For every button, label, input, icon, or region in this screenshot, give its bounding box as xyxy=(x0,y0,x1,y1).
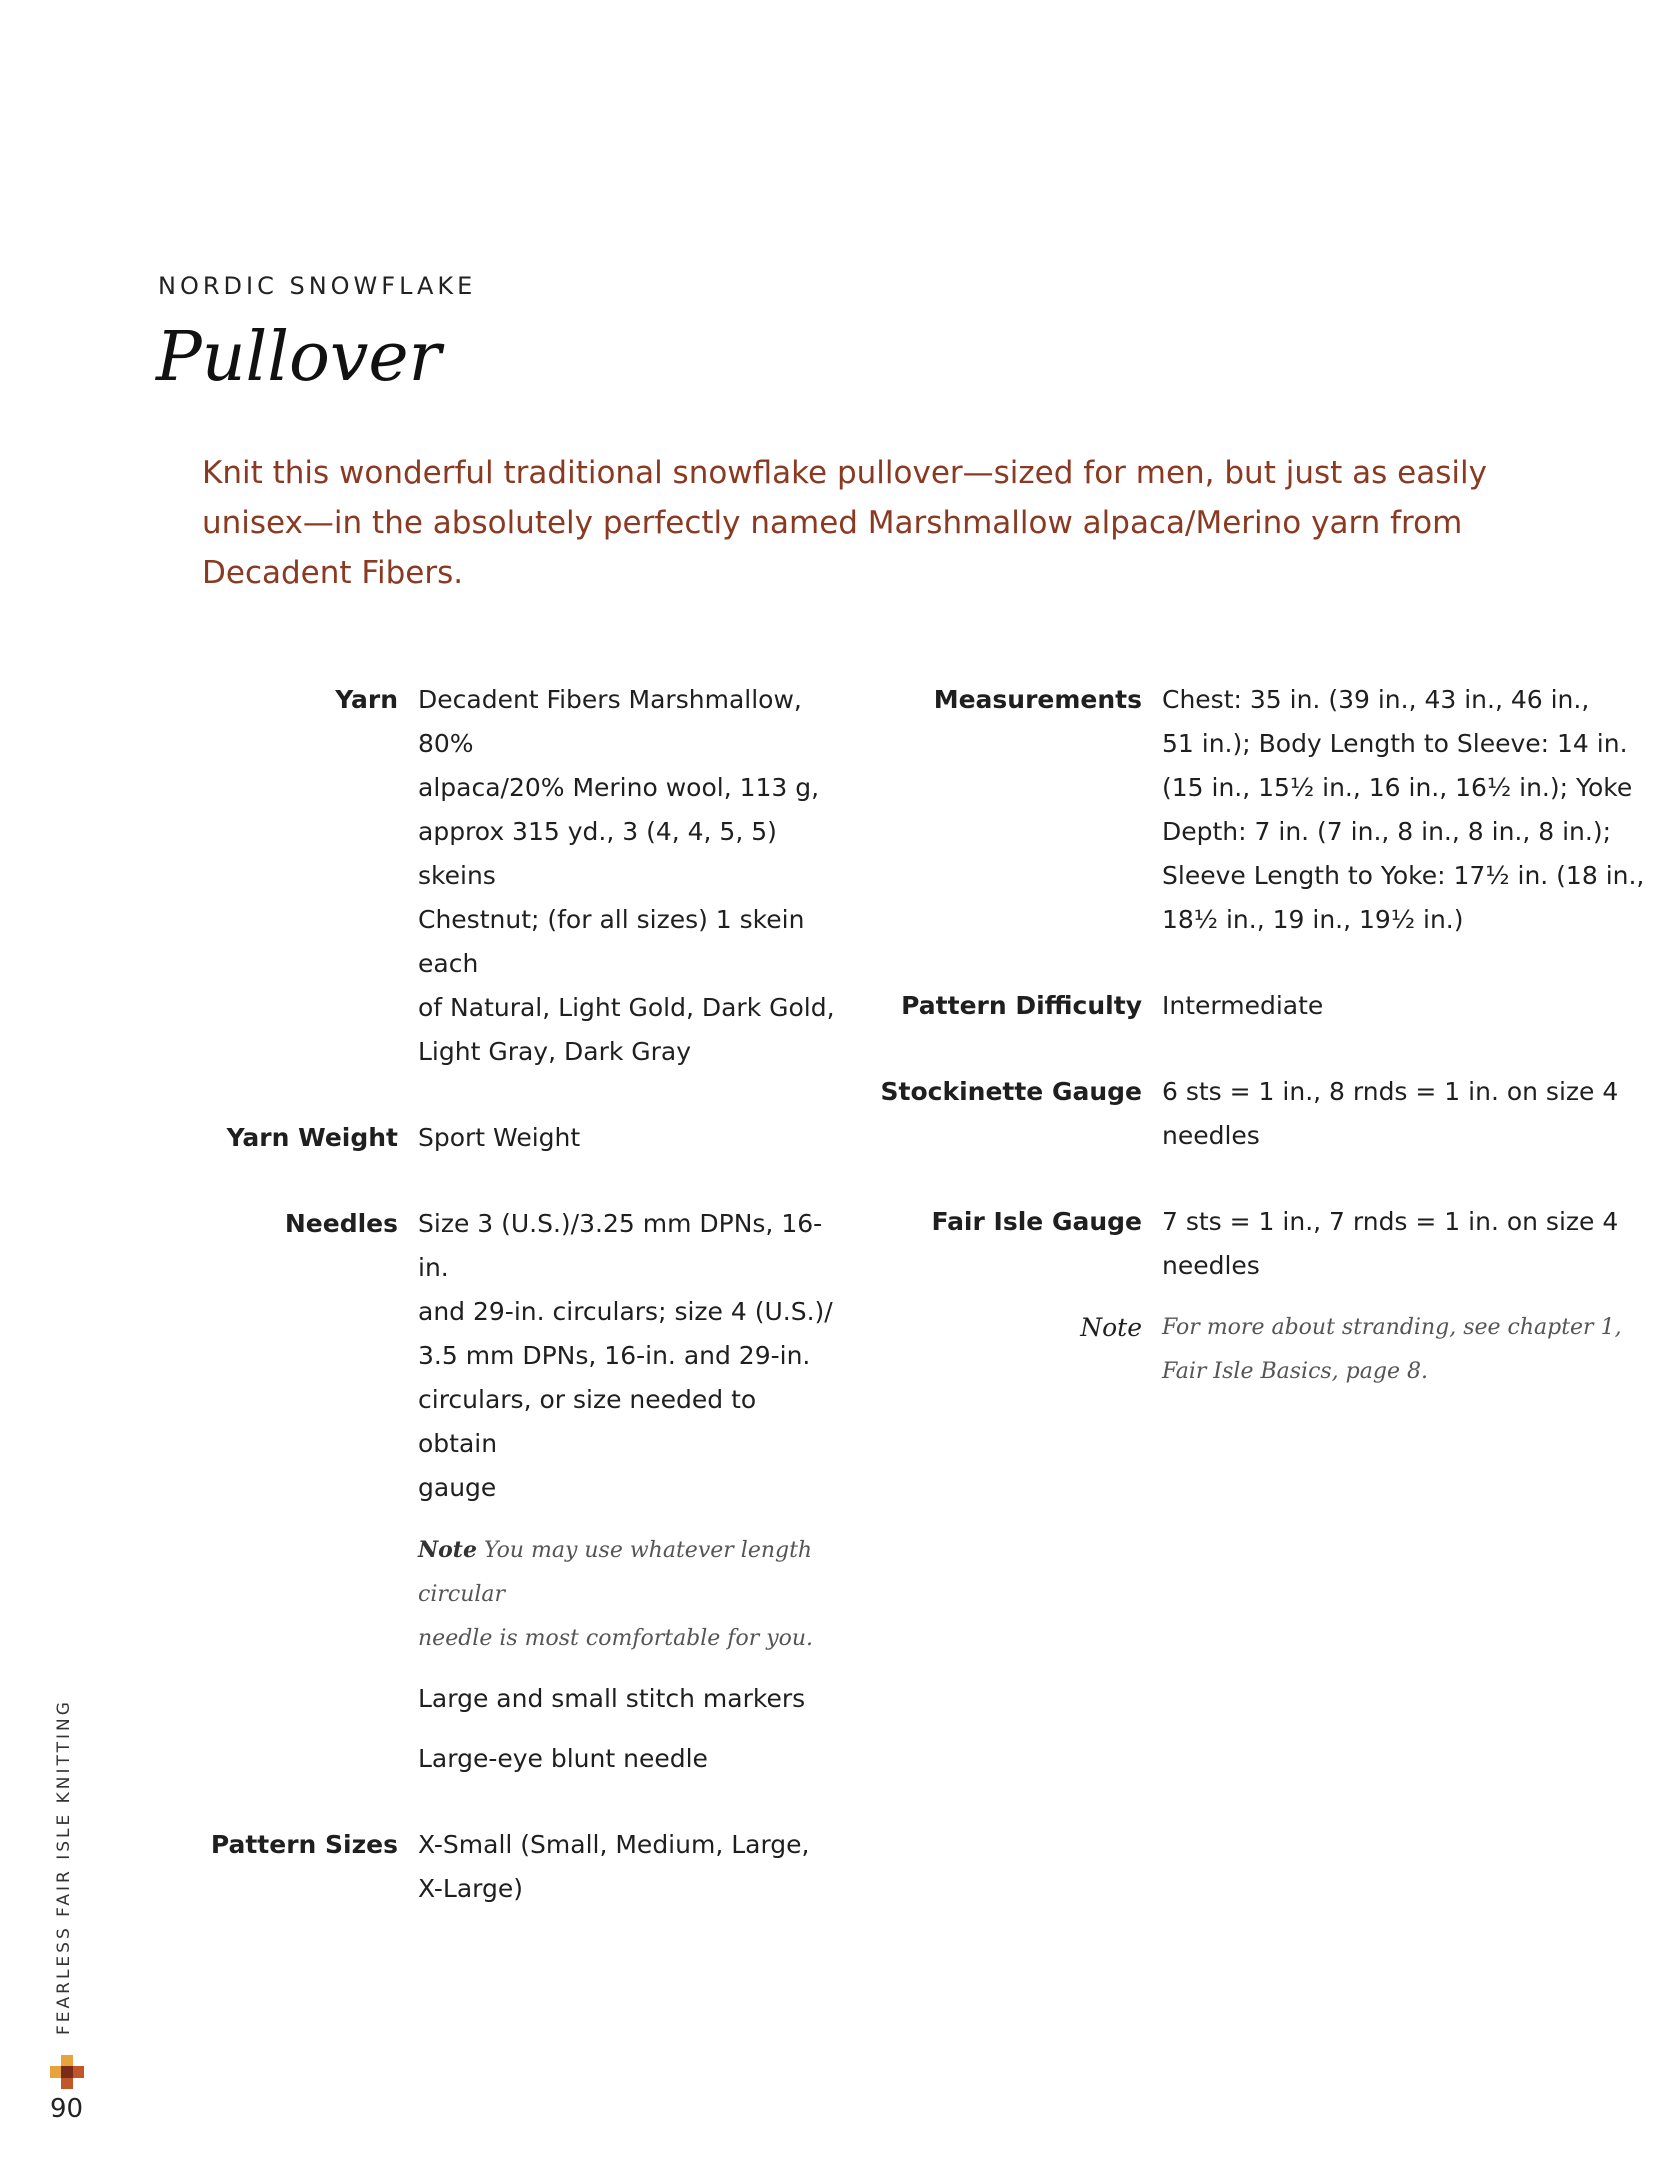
spec-value: 6 sts = 1 in., 8 rnds = 1 in. on size 4 needles xyxy=(1162,1077,1619,1150)
spec-note xyxy=(820,1306,1654,1394)
spec-yarn-weight xyxy=(0,1116,840,1160)
spec-value: Large-eye blunt needle xyxy=(418,1744,708,1773)
spec-value: Decadent Fibers Marshmallow, 80% alpaca/20% Merino wool, 113 g, approx 315 yd., 3 (4, 4, 5, 5) skeins Chestnut; (for all sizes) 1 skein each of Natural, Light Gold, Dark Gold, Light Gray, Dark Gray xyxy=(418,685,835,1066)
needle-note xyxy=(0,1528,840,1661)
spec-value: Intermediate xyxy=(1162,991,1324,1020)
needle-note-text xyxy=(418,1528,840,1661)
quilt-cross-icon xyxy=(50,2055,84,2089)
spec-needles xyxy=(0,1202,840,1510)
section-kicker: NORDIC SNOWFLAKE xyxy=(158,272,477,300)
spec-label: Yarn xyxy=(335,685,398,714)
spec-label: Pattern Difficulty xyxy=(901,991,1142,1020)
cross-center xyxy=(61,2066,73,2078)
spec-markers xyxy=(0,1677,840,1721)
spec-label: Measurements xyxy=(933,685,1142,714)
spec-stockinette-gauge xyxy=(820,1070,1654,1158)
cross-bottom xyxy=(61,2078,73,2089)
spec-label: Fair Isle Gauge xyxy=(931,1207,1142,1236)
spec-value: 7 sts = 1 in., 7 rnds = 1 in. on size 4 needles xyxy=(1162,1207,1619,1280)
page-number: 90 xyxy=(50,2094,84,2124)
spec-blunt-needle xyxy=(0,1737,840,1781)
spec-value: Large and small stitch markers xyxy=(418,1684,806,1713)
spec-difficulty xyxy=(820,984,1654,1028)
right-specs-column xyxy=(820,678,1654,1394)
spec-value: For more about stranding, see chapter 1, Fair Isle Basics, page 8. xyxy=(1162,1315,1622,1384)
left-specs-column xyxy=(0,678,840,1911)
spec-fairisle-gauge xyxy=(820,1200,1654,1288)
spec-yarn xyxy=(0,678,840,1074)
spec-value: Sport Weight xyxy=(418,1123,581,1152)
spec-pattern-sizes xyxy=(0,1823,840,1911)
page-title: Pullover xyxy=(156,318,442,397)
intro-paragraph: Knit this wonderful traditional snowflake pullover—sized for men, but just as easily unisex—in the absolutely perfectly named Marshmallow alpaca/Merino yarn from Decadent Fibers. xyxy=(202,455,1487,591)
cross-left xyxy=(50,2066,61,2078)
spec-label: Needles xyxy=(284,1209,398,1238)
running-head: FEARLESS FAIR ISLE KNITTING xyxy=(54,1699,74,2035)
spec-label: Note xyxy=(1080,1313,1142,1342)
cross-right xyxy=(73,2066,84,2078)
spec-value: Size 3 (U.S.)/3.25 mm DPNs, 16-in. and 29-in. circulars; size 4 (U.S.)/ 3.5 mm DPNs, 16-in. and 29-in. circulars, or size needed to obtain gauge xyxy=(418,1209,833,1502)
note-lead: Note xyxy=(418,1537,477,1563)
spec-value: Chest: 35 in. (39 in., 43 in., 46 in., 51 in.); Body Length to Sleeve: 14 in. (15 in., 15½ in., 16 in., 16½ in.); Yoke Depth: 7 in. (7 in., 8 in., 8 in., 8 in.); Sleeve Length to Yoke: 17½ in. (18 in., 18½ in., 19 in., 19½ in.) xyxy=(1162,685,1645,934)
note-body: You may use whatever length circular needle is most comfortable for you. xyxy=(418,1538,814,1651)
cross-top xyxy=(61,2055,73,2066)
spec-label: Stockinette Gauge xyxy=(880,1077,1142,1106)
spec-label: Pattern Sizes xyxy=(210,1830,398,1859)
spec-label: Yarn Weight xyxy=(226,1123,398,1152)
spec-measurements xyxy=(820,678,1654,942)
spec-value: X-Small (Small, Medium, Large, X-Large) xyxy=(418,1830,810,1903)
